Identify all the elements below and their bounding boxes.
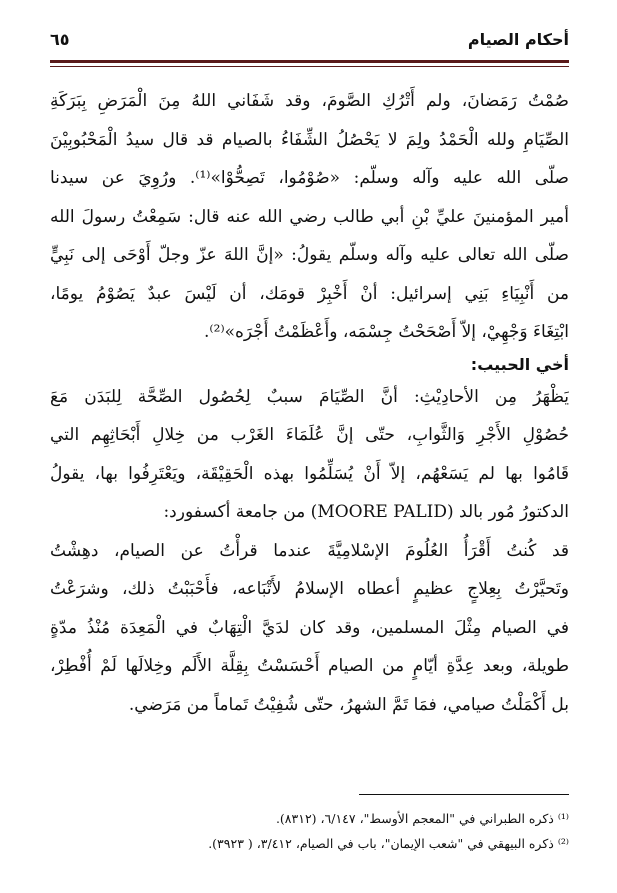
body-line: حُصُوْلِ الأَجْرِ وَالثَّوابِ، حتّى إنَّ عُلَمَاءَ الغَرْب من خِلالِ أَبْحَاثِهِم التي	[50, 425, 569, 445]
body-text	[50, 82, 569, 724]
body-line: الصِّيَامِ ولله الْحَمْدُ ولِمَ لا يَحْصُلُ الشِّفَاءُ بالصيام قد قال سيدُ الْمَحْبُوبِيْنَ	[50, 129, 569, 150]
body-line: وتَحيَّرْتُ بِعِلاجٍ عظيمٍ أعطاه الإسلامُ لأَتْبَاعه، فأَحْبَبْتُ ذلك، وشرَعْتُ	[50, 579, 569, 599]
header-rule-thin	[50, 66, 569, 67]
page-number: ٦٥	[50, 30, 70, 49]
body-line: صُمْتُ رَمَضانَ، ولم أَتْرُكِ الصَّومَ، وقد شَفَاني اللهُ مِنَ الْمَرَضِ بِبَرَكَةِ	[50, 91, 569, 111]
body-line: بل أَكْمَلْتُ صيامي، فمَا تَمَّ الشهرُ، حتّى شُفِيْتُ تَماماً من مَرَضي.	[128, 694, 569, 715]
body-line: قد كُنتُ أَقْرَأُ العُلُومَ الإسْلامِيَّةَ عندما قرأْتُ عن الصيام، دهِشْتُ	[50, 540, 569, 561]
body-line: يَظْهَرُ مِن الأحادِيْثِ: أنَّ الصِّيَامَ سببٌ لِحُصُول الصِّحَّة لِلبَدَن مَعَ	[50, 386, 569, 407]
body-line: ابْتِغَاءَ وَجْهِيْ، إلاّ أَصْحَحْتُ جِسْمَه، وأَعْظَمْتُ أَجْرَه»⁽²⁾.	[204, 322, 569, 342]
header-rule-thick	[50, 60, 569, 63]
footnote-separator	[359, 794, 569, 795]
running-header-title: أحكام الصيام	[467, 30, 569, 49]
footnote: ⁽¹⁾ ذكره الطبراني في "المعجم الأوسط"، ٦/١٤٧، (٨٣١٢).	[275, 811, 569, 826]
body-line: من أَنْبِيَاءِ بَنِي إسرائيل: أنْ أَخْبِرْ قومَك، أن لَيْسَ عبدٌ يَصُوْمُ يومًا،	[50, 283, 569, 304]
body-line: قَامُوا بها لم يَسَعْهُم، إلاّ أَنْ يُسَلِّمُوا بهذه الْحَقِيْقَة، ويَعْتَرِفُوا بها، يقولُ	[50, 463, 569, 484]
running-header	[50, 30, 569, 60]
body-line: صلّى الله عليه وآله وسلّم: «صُوْمُوا، تَصِحُّوْا»⁽¹⁾. ورُوِيَ عن سيدنا	[50, 168, 569, 188]
body-line: صلّى الله تعالى عليه وآله وسلّم يقولُ: «إنَّ اللهَ عزّ وجلّ أَوْحَى إلى نَبِيٍّ	[50, 245, 569, 265]
body-line: في الصيام مِثْلَ المسلمين، وقد كان لدَيَّ الْتِهَابٌ في الْمَعِدَة مُنْذُ مدّةٍ	[50, 617, 569, 638]
body-line: أمير المؤمنينَ عليِّ بْنِ أبي طالب رضي الله عنه قال: سَمِعْتُ رسولَ الله	[50, 206, 569, 227]
section-heading: أخي الحبيب:	[470, 354, 569, 374]
body-line: طويلة، وبعد عِدَّةِ أيّامٍ من الصيام أَحْسَسْتُ بِقِلَّة الأَلَم وخِلالَها لَمْ أُفْطِرْ،	[50, 656, 569, 676]
footnote: ⁽²⁾ ذكره البيهقي في "شعب الإيمان"، باب في الصيام، ٣/٤١٢، ( ٣٩٢٣).	[208, 836, 569, 851]
footnotes	[50, 806, 569, 856]
body-line: الدكتورُ مُور بالد (MOORE PALID) من جامعة أكسفورد:	[163, 502, 569, 522]
